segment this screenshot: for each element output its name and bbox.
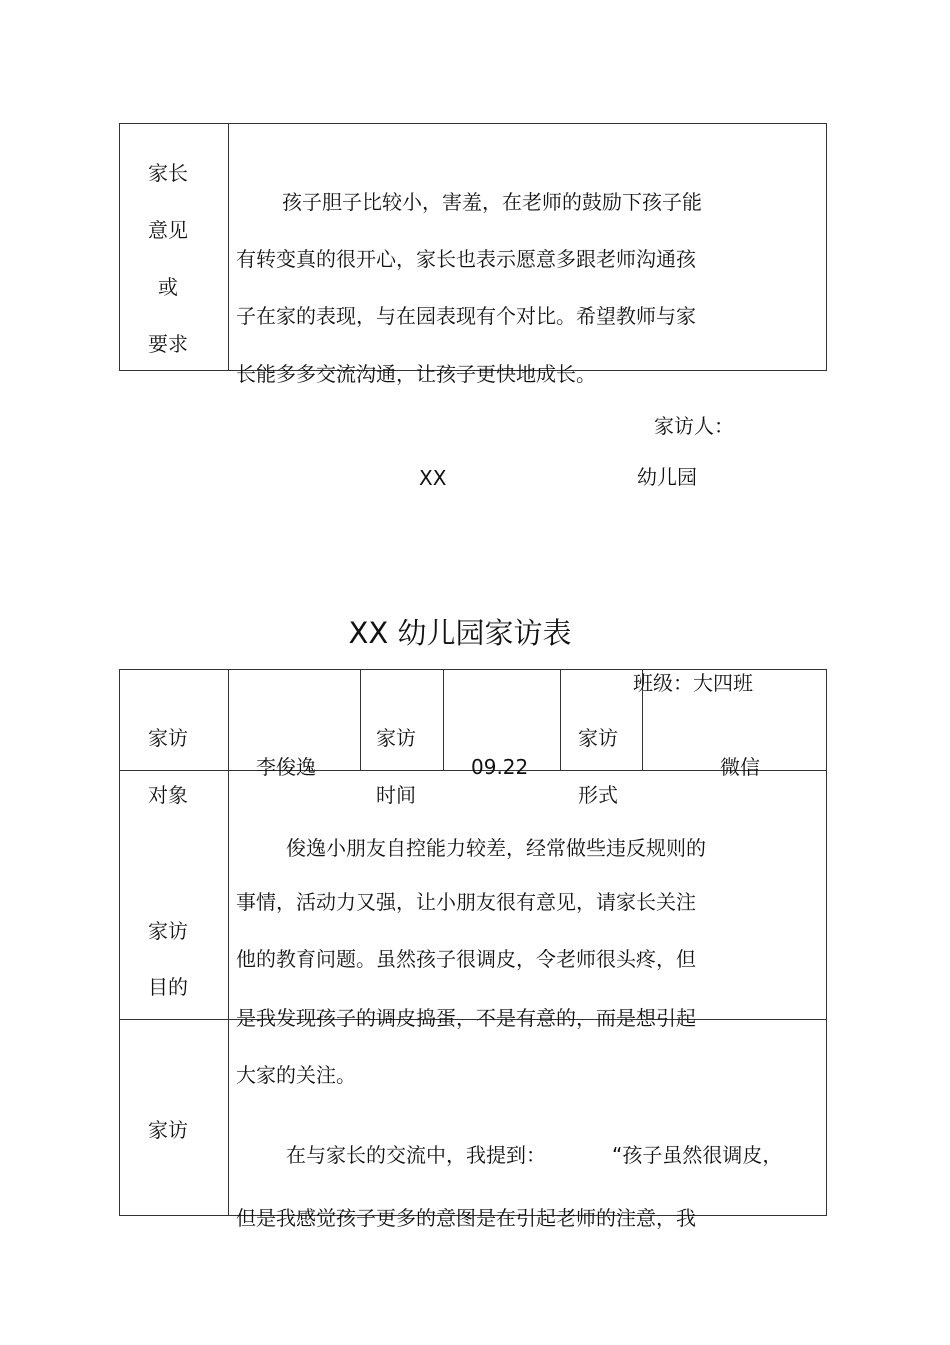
opinion-table-divider [228,123,229,371]
opinion-paragraph-line-2: 有转变真的很开心，家长也表示愿意多跟老师沟通孩 [236,247,696,271]
purpose-line-3: 他的教育问题。虽然孩子很调皮，令老师很头疼，但 [236,947,696,971]
form-title: XX 幼儿园家访表 [348,616,572,650]
purpose-line-4: 是我发现孩子的调皮捣蛋，不是有意的，而是想引起 [236,1006,696,1030]
footer-school-prefix: XX [419,466,447,490]
visit-table [119,669,827,1216]
target-label-bottom: 对象 [148,783,188,807]
content-line-2: 但是我感觉孩子更多的意图是在引起老师的注意，我 [236,1206,696,1230]
visitor-label: 家访人： [654,414,734,438]
purpose-label-top: 家访 [148,919,188,943]
time-value: 09.22 [471,755,529,779]
content-label: 家访 [148,1118,188,1142]
form-label-bottom: 形式 [578,783,618,807]
content-line-1-right: “孩子虽然很调皮， [612,1143,783,1167]
visit-table-divider-b [443,669,444,770]
purpose-line-2: 事情，活动力又强，让小朋友很有意见，请家长关注 [236,890,696,914]
purpose-line-1: 俊逸小朋友自控能力较差，经常做些违反规则的 [286,836,706,860]
visit-table-divider-c [560,669,561,770]
form-value: 微信 [720,755,760,779]
class-info: 班级：大四班 [633,671,753,695]
visit-table-col-divider [228,669,229,1216]
visit-table-divider-a [360,669,361,770]
opinion-paragraph-line-4: 长能多多交流沟通，让孩子更快地成长。 [236,362,596,386]
time-label-top: 家访 [376,726,416,750]
target-label-top: 家访 [148,726,188,750]
form-label-top: 家访 [578,726,618,750]
content-line-1-left: 在与家长的交流中，我提到： [286,1143,546,1167]
opinion-paragraph-line-1: 孩子胆子比较小，害羞，在老师的鼓励下孩子能 [282,190,702,214]
footer-school-name: 幼儿园 [637,465,697,489]
purpose-label-bottom: 目的 [148,975,188,999]
opinion-label-line-1: 家长 [148,161,188,185]
opinion-label-line-2: 意见 [148,218,188,242]
opinion-paragraph-line-3: 子在家的表现，与在园表现有个对比。希望教师与家 [236,304,696,328]
target-value: 李俊逸 [256,755,316,779]
time-label-bottom: 时间 [376,783,416,807]
purpose-line-5: 大家的关注。 [236,1063,356,1087]
opinion-label-line-4: 要求 [148,332,188,356]
opinion-label-line-3: 或 [158,275,178,299]
